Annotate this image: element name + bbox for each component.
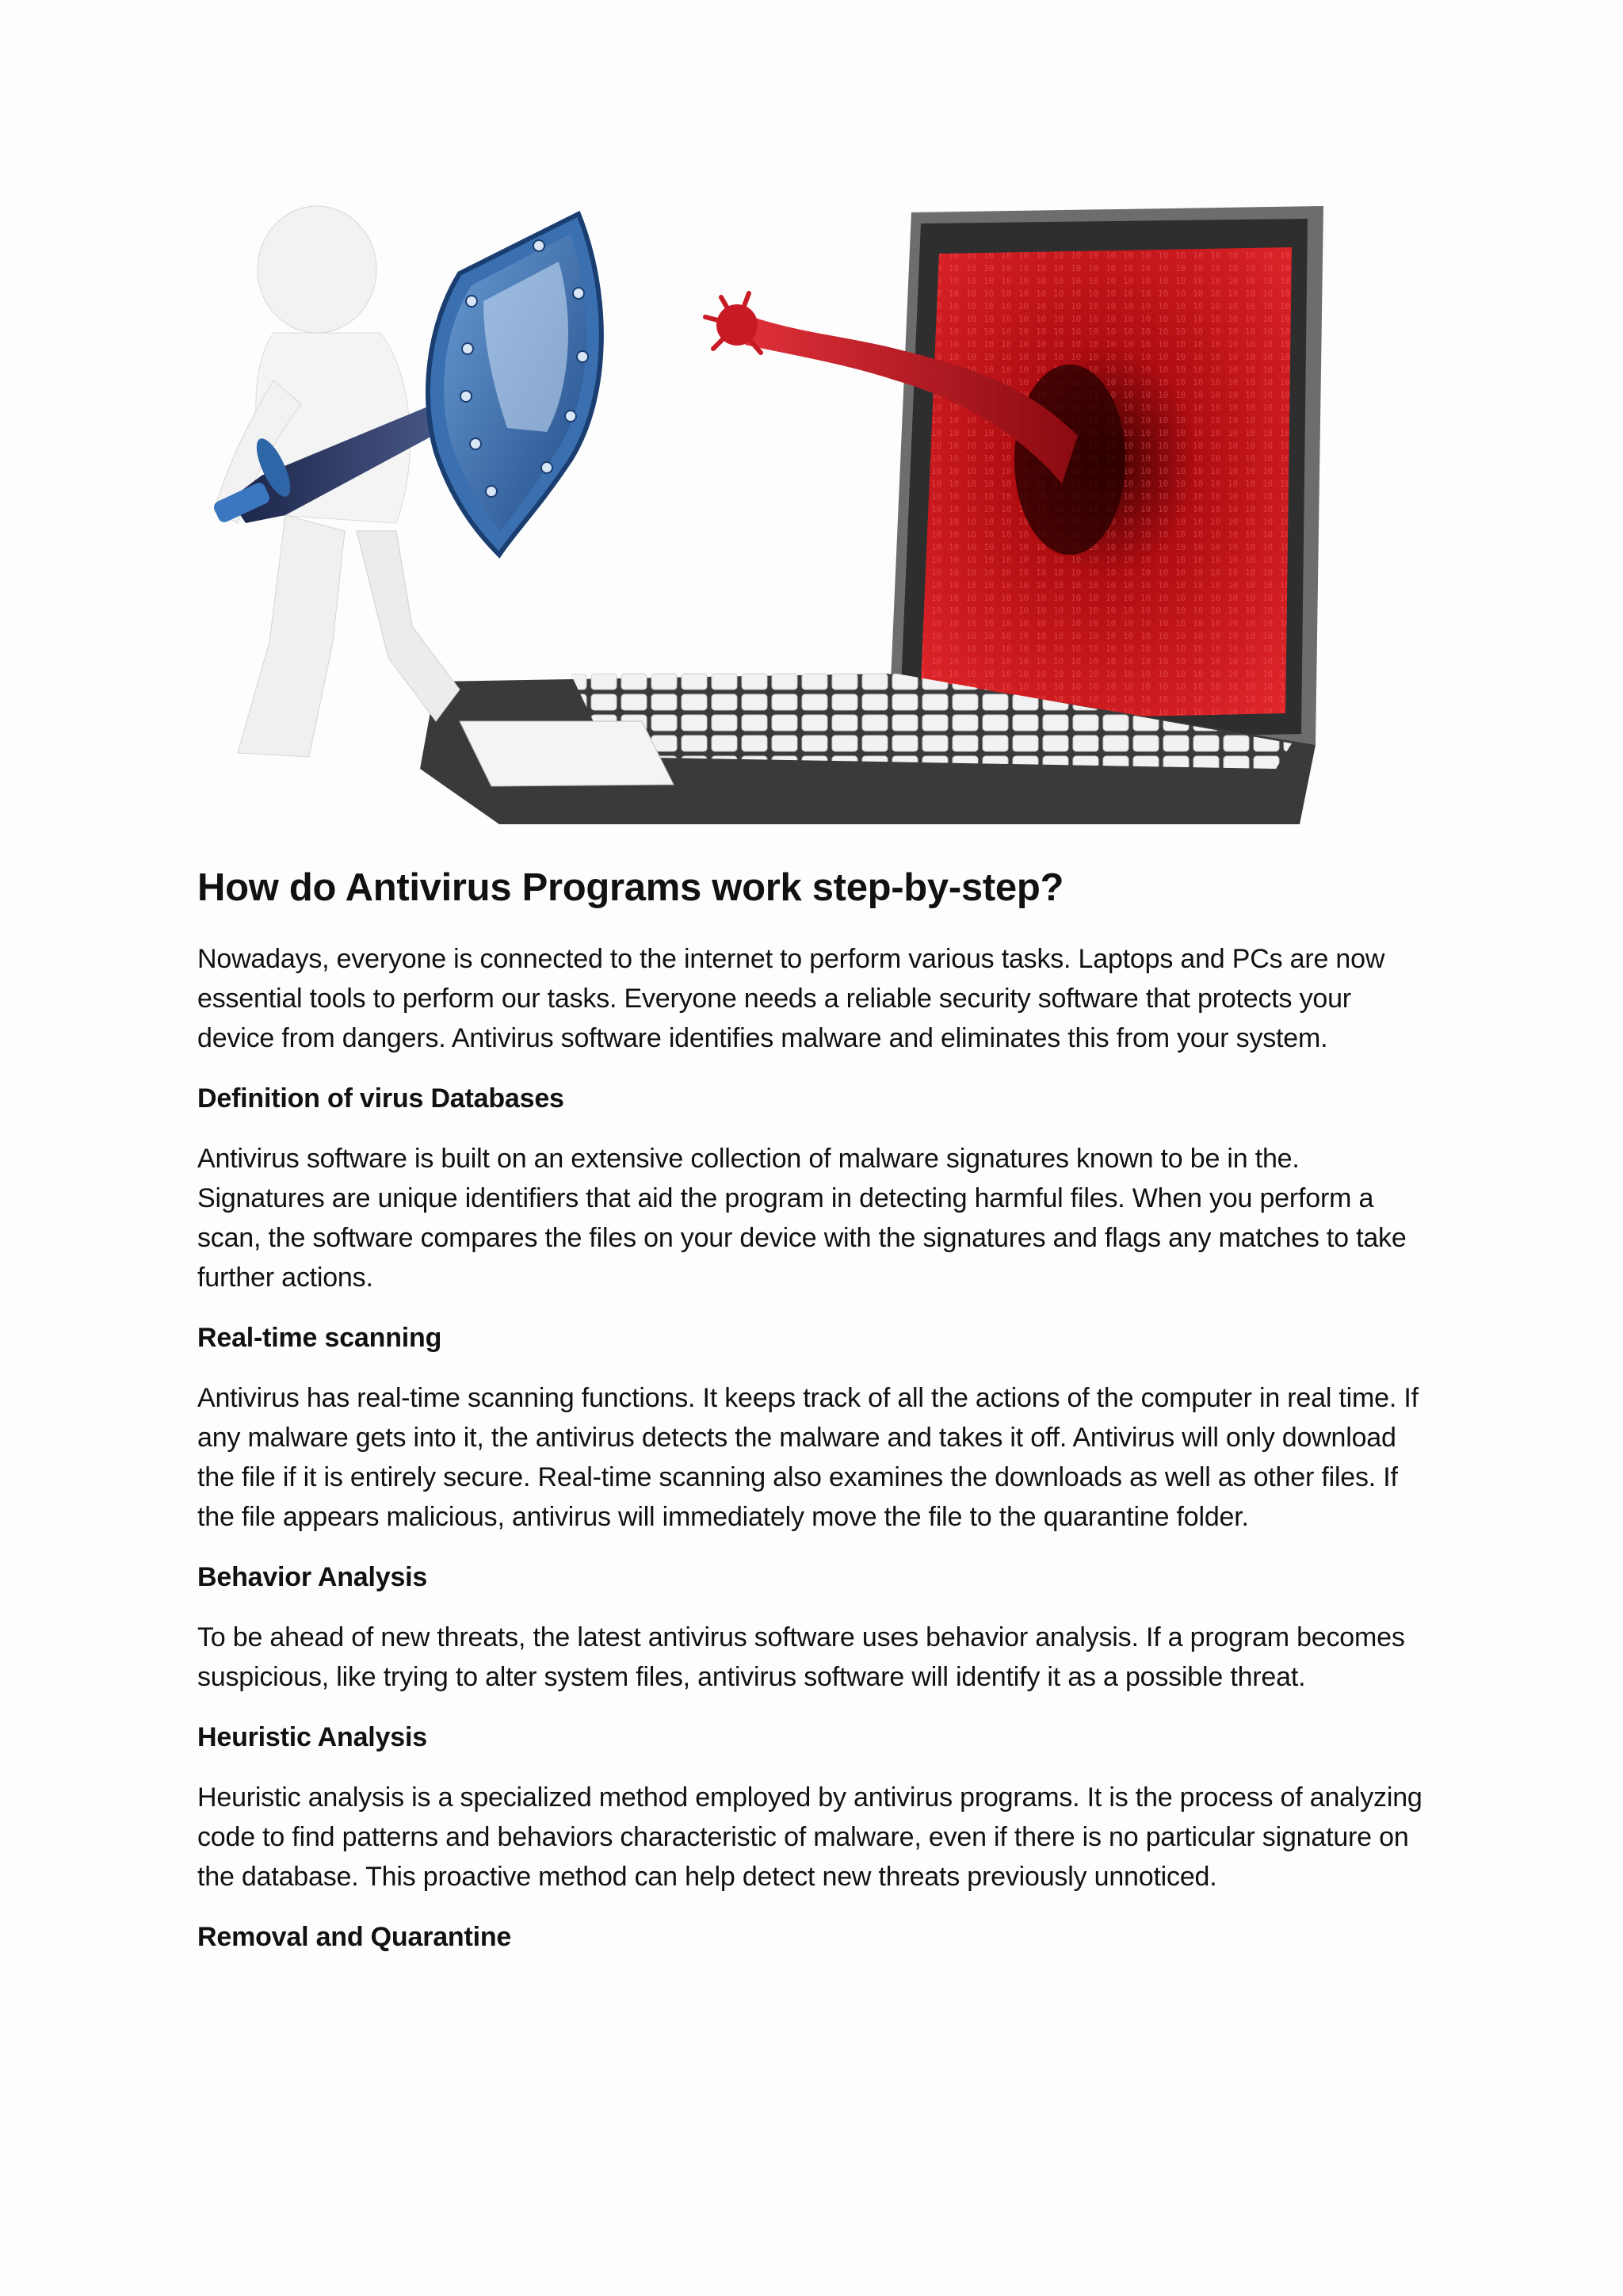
section-heading-heuristic-analysis: Heuristic Analysis bbox=[197, 1722, 427, 1753]
article bbox=[197, 864, 1434, 1977]
section-heading-behavior-analysis: Behavior Analysis bbox=[197, 1562, 428, 1593]
section-body-virus-databases: Antivirus software is built on an extensive collection of malware signatures known to be in the. Signatures are unique identifiers that aid the program in detecting harmful files. When you perform a scan, the software compares the files on your device with the signatures and flags any matches to take further actions. bbox=[197, 1144, 1407, 1293]
section-heading-virus-databases: Definition of virus Databases bbox=[197, 1083, 564, 1114]
section-body-heuristic-analysis: Heuristic analysis is a specialized method employed by antivirus programs. It is the process of analyzing code to find patterns and behaviors characteristic of malware, even if there is no particular signature on the database. This proactive method can help detect new threats previously unnoticed. bbox=[197, 1782, 1423, 1893]
section-body-behavior-analysis: To be ahead of new threats, the latest antivirus software uses behavior analysis. If a program becomes suspicious, like trying to alter system files, antivirus software will identify it as a possible threat. bbox=[197, 1622, 1405, 1693]
section-heading-real-time-scanning: Real-time scanning bbox=[197, 1323, 442, 1354]
shield bbox=[428, 214, 601, 555]
intro-paragraph: Nowadays, everyone is connected to the internet to perform various tasks. Laptops and PCs are now essential tools to perform our tasks. Everyone needs a reliable security software that protects your device from dangers. Antivirus software identifies malware and eliminates this from your system. bbox=[197, 944, 1385, 1054]
antivirus-illustration bbox=[198, 198, 1466, 832]
page-title: How do Antivirus Programs work step-by-step? bbox=[197, 866, 1064, 909]
section-heading-removal-quarantine: Removal and Quarantine bbox=[197, 1922, 512, 1953]
section-body-real-time-scanning: Antivirus has real-time scanning functions. It keeps track of all the actions of the computer in real time. If any malware gets into it, the antivirus detects the malware and takes it off. Antivirus will only download the file if it is entirely secure. Real-time scanning also examines the downloads as well as other files. If the file appears malicious, antivirus will immediately move the file to the quarantine folder. bbox=[197, 1383, 1419, 1533]
